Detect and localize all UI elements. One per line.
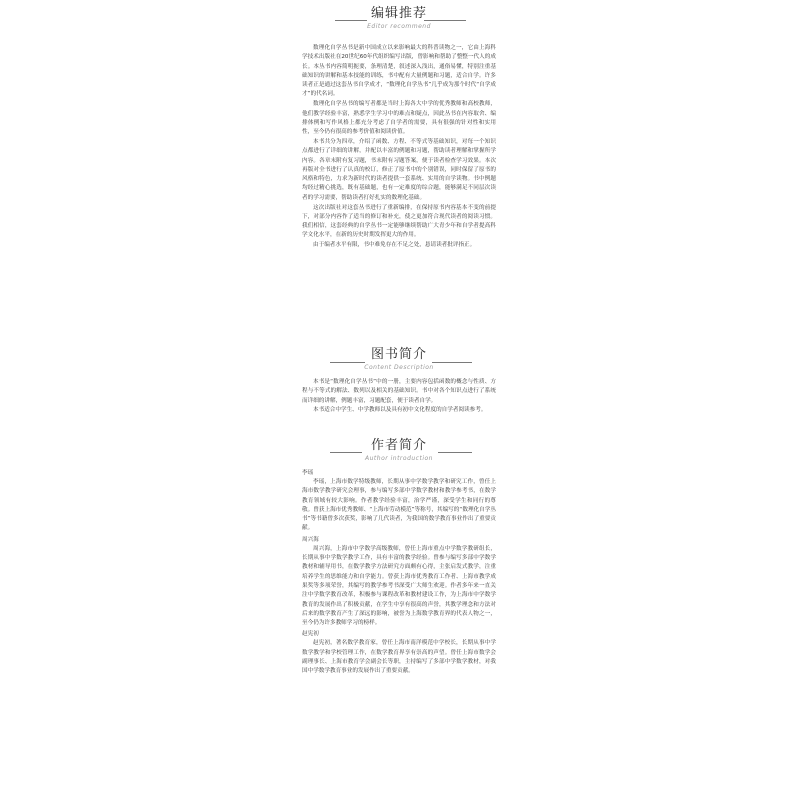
author-paragraph: 李瑶，上海市数学特级教师，长期从事中学数学教学和研究工作，曾任上海市数学教学研究会理事，参与编写多部中学数学教材和教学参考书，在数学教育领域有较大影响。作者教学经验丰富，治学严谨，深受学生和同行的尊敬。曾获上海市优秀教师、“上海市劳动模范”等称号，其编写的“数理化自学丛书”等书籍曾多次获奖，影响了几代读者，为我国的数学教育事业作出了重要贡献。 [302,479,496,532]
author-section-subtitle: Author introduction [365,455,433,462]
book-section-subtitle: Content Description [364,364,434,371]
book-section-body [302,378,496,430]
author-paragraph: 周兴海，上海市中学数学高级教师，曾任上海市重点中学数学教研组长，长期从事中学数学教学工作，具有丰富的教学经验。曾参与编写多部中学数学教材和辅导用书，在数学教学方法研究方面颇有心得，主张启发式教学，注重培养学生的思维能力和自学能力。曾获上海市优秀教育工作者、上海市教学成果奖等多项荣誉，其编写的教学参考书深受广大师生欢迎。作者多年来一直关注中学数学教育改革，积极参与课程改革和教材建设工作，为上海市中学数学教育的发展作出了积极贡献，在学生中享有很高的声誉，其教学理念和方法对后来的数学教育产生了深远的影响，被誉为上海数学教育界的代表人物之一，至今仍为许多教师学习的榜样。 [302,545,496,627]
author-paragraph: 赵宪初，著名数学教育家，曾任上海市南洋模范中学校长，长期从事中学数学教学和学校管理工作，在数学教育界享有崇高的声望。曾任上海市数学会副理事长、上海市教育学会副会长等职，主持编写了多部中学数学教材，对我国中学数学教育事业的发展作出了重要贡献。 [302,640,496,675]
author-section-title: 作者简介 [370,438,427,453]
editor-paragraph: 数理化自学丛书的编写者都是当时上海各大中学的优秀教师和高校教师，他们教学经验丰富，熟悉学生学习中的难点和疑点，因此丛书在内容取舍、编排体例和写作风格上都充分考虑了自学者的需要，具有很强的针对性和实用性，至今仍有很高的参考价值和阅读价值。 [302,101,496,136]
editor-paragraph: 数理化自学丛书是新中国成立以来影响最大的科普读物之一，它由上海科学技术出版社在20世纪60年代组织编写出版，曾影响和帮助了整整一代人的成长。本丛书内容简明扼要，条理清楚，叙述深入浅出，通俗易懂，特别注重基础知识的讲解和基本技能的训练，书中配有大量例题和习题，适合自学。许多读者正是通过这套丛书自学成才，“数理化自学丛书”几乎成为那个时代“自学成才”的代名词。 [302,45,496,98]
author-name: 周兴海 [302,536,319,543]
editor-section-body [302,44,496,344]
author-section-header [302,438,496,462]
editor-paragraph: 由于编者水平有限，书中难免存在不足之处，恳请读者批评指正。 [313,242,476,249]
book-section-header [302,347,496,371]
editor-section-header [302,6,496,30]
author-name: 赵宪初 [302,631,319,638]
book-paragraph: 本书是“数理化自学丛书”中的一册，主要内容包括函数的概念与性质、方程与不等式的解法、数列以及相关的基础知识。书中对各个知识点进行了系统而详细的讲解，例题丰富，习题配套，便于读者自学。 [302,379,496,404]
editor-section-subtitle: Editor recommend [367,23,431,30]
editor-paragraph: 这次出版社对这套丛书进行了重新编排，在保持原书内容基本不变的前提下，对部分内容作了适当的修订和补充，使之更加符合现代读者的阅读习惯。我们相信，这套经典的自学丛书一定能够继续帮助广大青少年和自学者提高科学文化水平，在新的历史时期发挥更大的作用。 [302,204,496,239]
book-paragraph: 本书适合中学生、中学教师以及具有初中文化程度的自学者阅读参考。 [313,407,487,414]
editor-paragraph: 本书共分为四章，介绍了函数、方程、不等式等基础知识，对每一个知识点都进行了详细的讲解，并配以丰富的例题和习题，帮助读者理解和掌握所学内容。各章末附有复习题，书末附有习题答案，便于读者检查学习效果。本次再版对全书进行了认真的校订，修正了原书中的个别错误，同时保留了原书的风格和特色，力求为新时代的读者提供一套系统、实用的自学读物。书中例题均经过精心挑选，既有基础题，也有一定难度的综合题，能够满足不同层次读者的学习需要，帮助读者打好扎实的数理化基础。 [302,138,496,201]
book-section-title: 图书简介 [370,347,427,362]
author-section-body [302,467,496,797]
editor-section-title: 编辑推荐 [370,6,427,21]
author-name: 李瑶 [302,470,314,476]
